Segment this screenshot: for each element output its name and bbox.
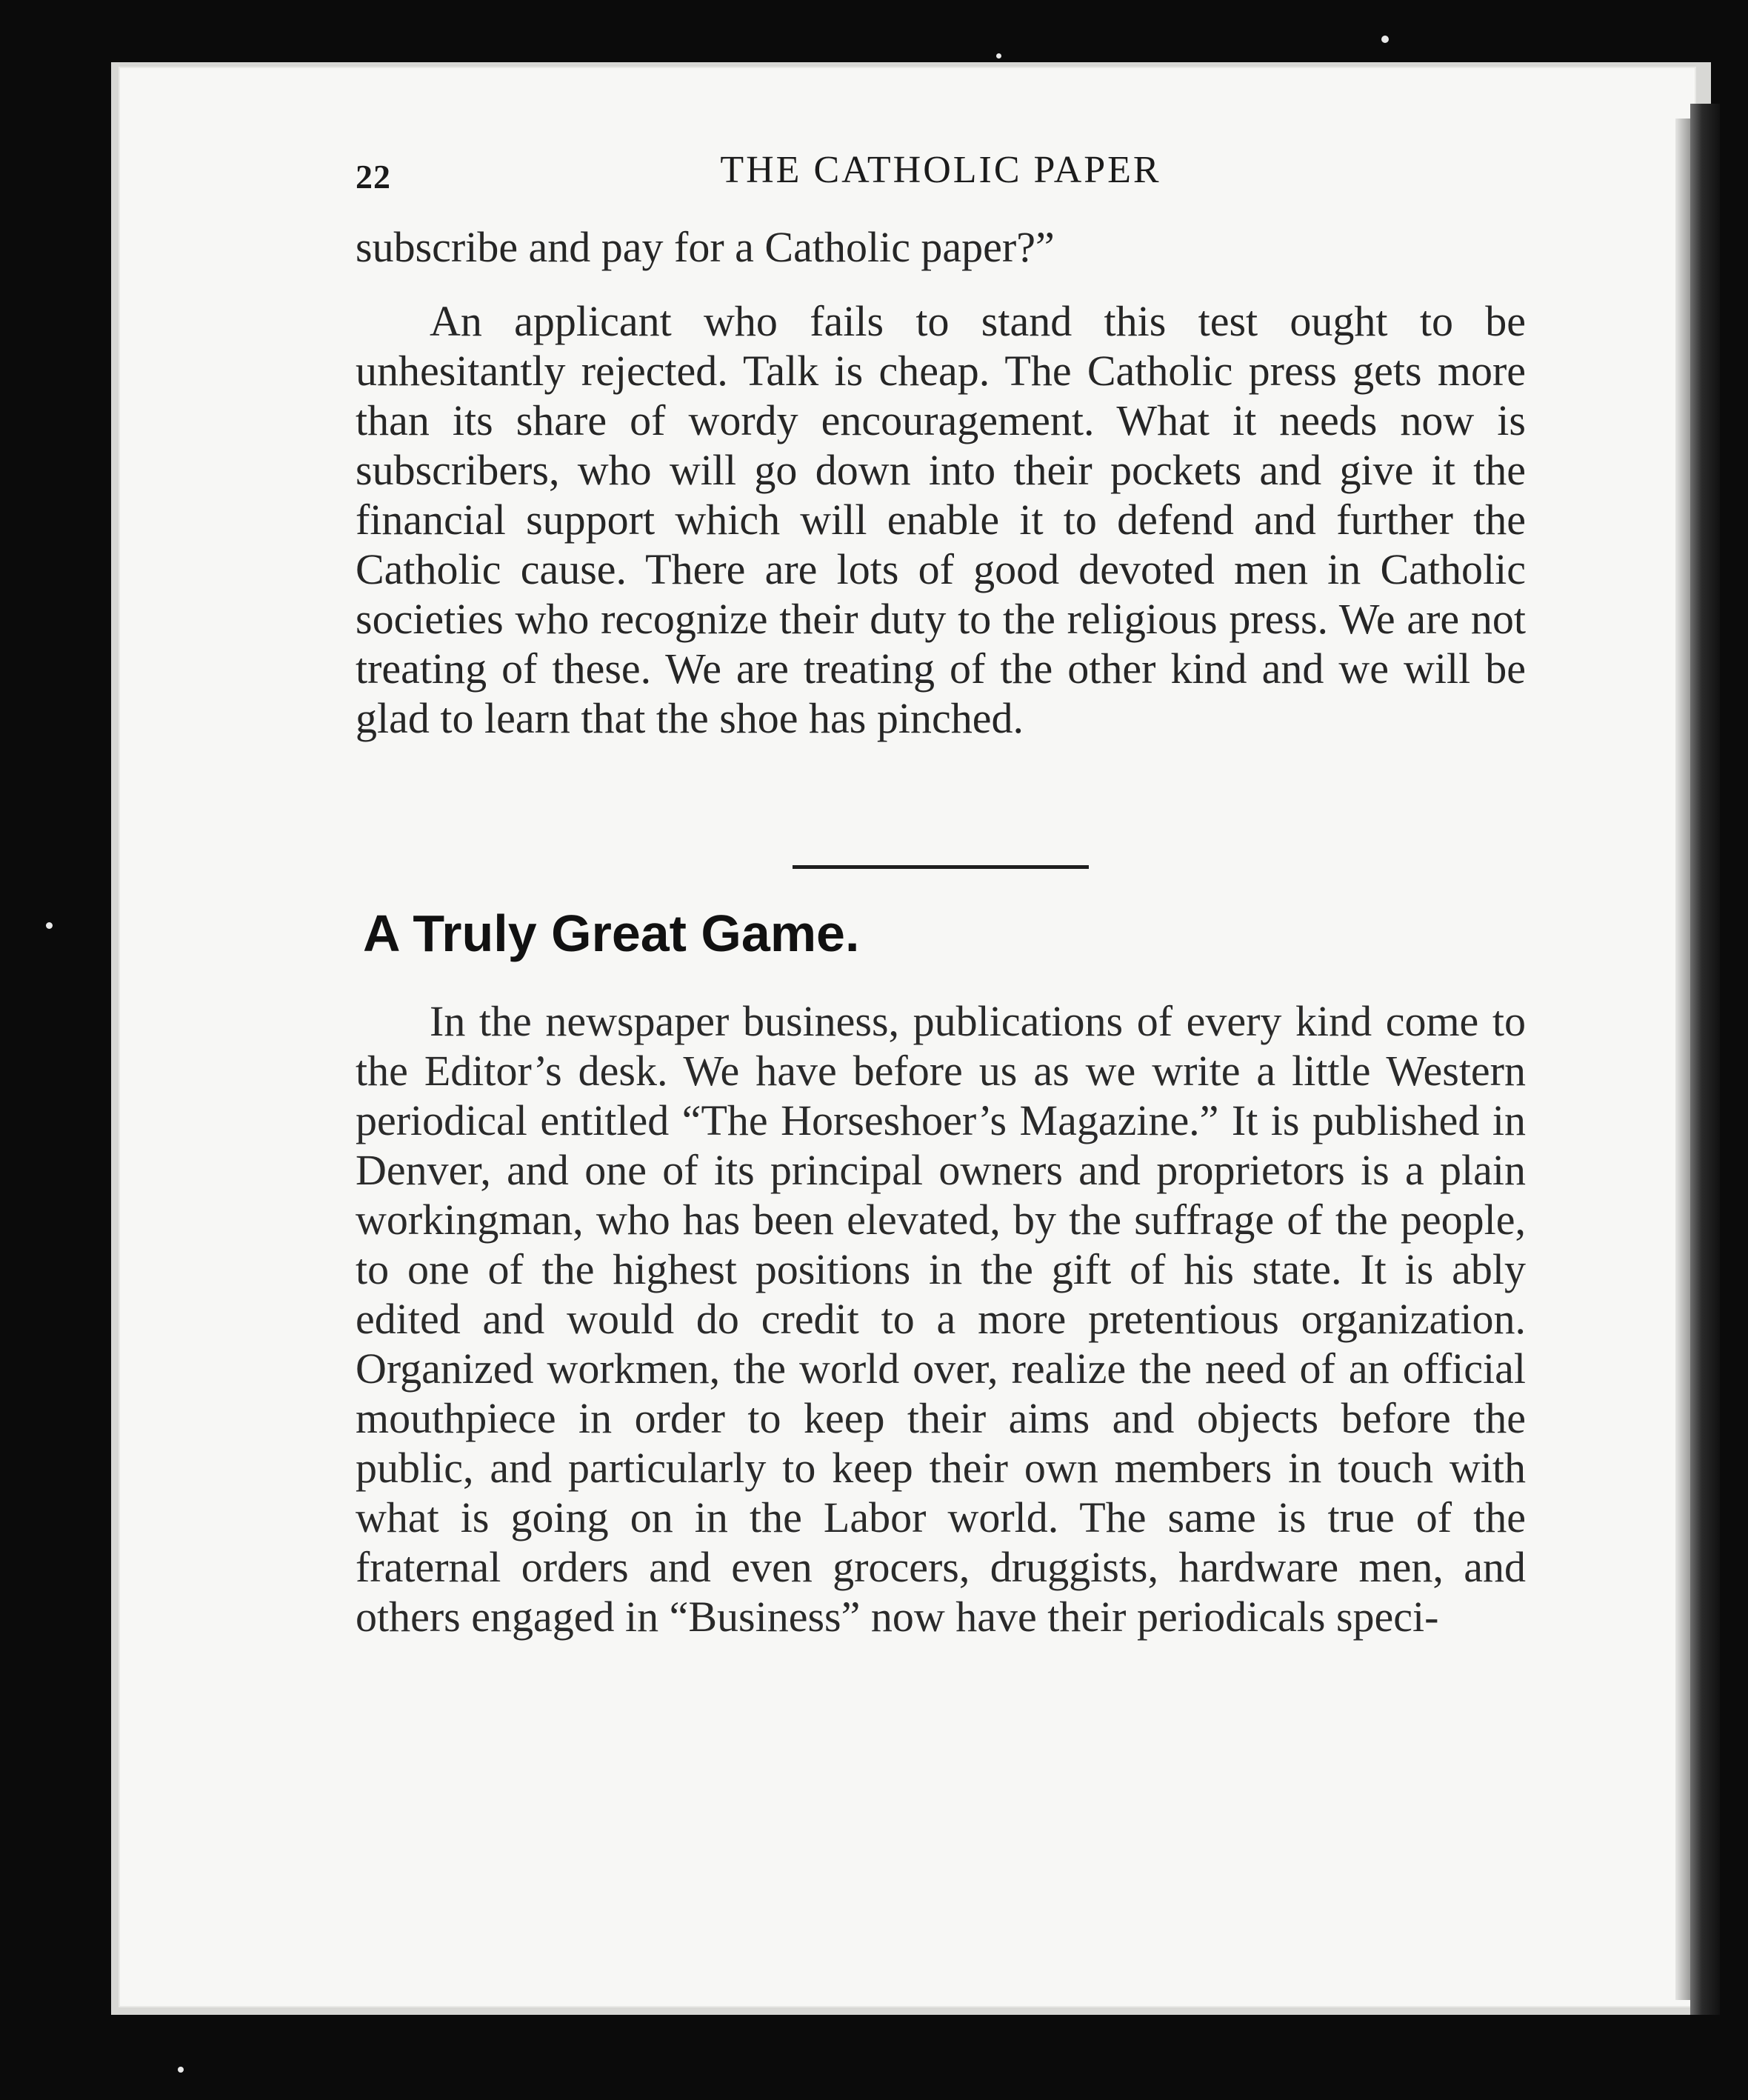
- page-edge: [1675, 119, 1690, 2000]
- dust-speck: [1381, 36, 1389, 43]
- article-paragraph: An applicant who fails to stand this test ought to be unhesitantly rejected. Talk is cheap. The Catholic press gets more than its share of wordy encouragement. What it needs now is subscribers, who will go down into their pockets and give it the financial support which will enable it to defend and further the Catholic cause. There are lots of good devoted men in Catholic societies who recognize their duty to the religious press. We are not treating of these. We are treating of the other kind and we will be glad to learn that the shoe has pinched.: [356, 297, 1526, 742]
- page-header: [356, 148, 1526, 200]
- book-binding: [1690, 104, 1720, 2015]
- page-number: 22: [356, 158, 391, 196]
- continued-text: subscribe and pay for a Catholic paper?”: [356, 223, 1055, 271]
- dust-speck: [178, 2067, 184, 2073]
- dust-speck: [996, 53, 1001, 59]
- running-head: THE CATHOLIC PAPER: [720, 149, 1161, 191]
- article-paragraph: In the newspaper business, publications of every kind come to the Editor’s desk. We have before us as we write a little Western periodical entitled “The Horseshoer’s Magazine.” It is published in Denver, and one of its principal owners and proprietors is a plain workingman, who has been elevated, by the suffrage of the people, to one of the highest positions in the gift of his state. It is ably edited and would do credit to a more pretentious organization. Organized workmen, the world over, realize the need of an official mouthpiece in order to keep their aims and objects before the public, and particularly to keep their own members in touch with what is going on in the Labor world. The same is true of the fraternal orders and even grocers, druggists, hardware men, and others engaged in “Business” now have their periodicals speci-: [356, 997, 1526, 1641]
- section-divider: [793, 865, 1089, 869]
- article-heading: A Truly Great Game.: [363, 904, 860, 962]
- dust-speck: [46, 922, 53, 929]
